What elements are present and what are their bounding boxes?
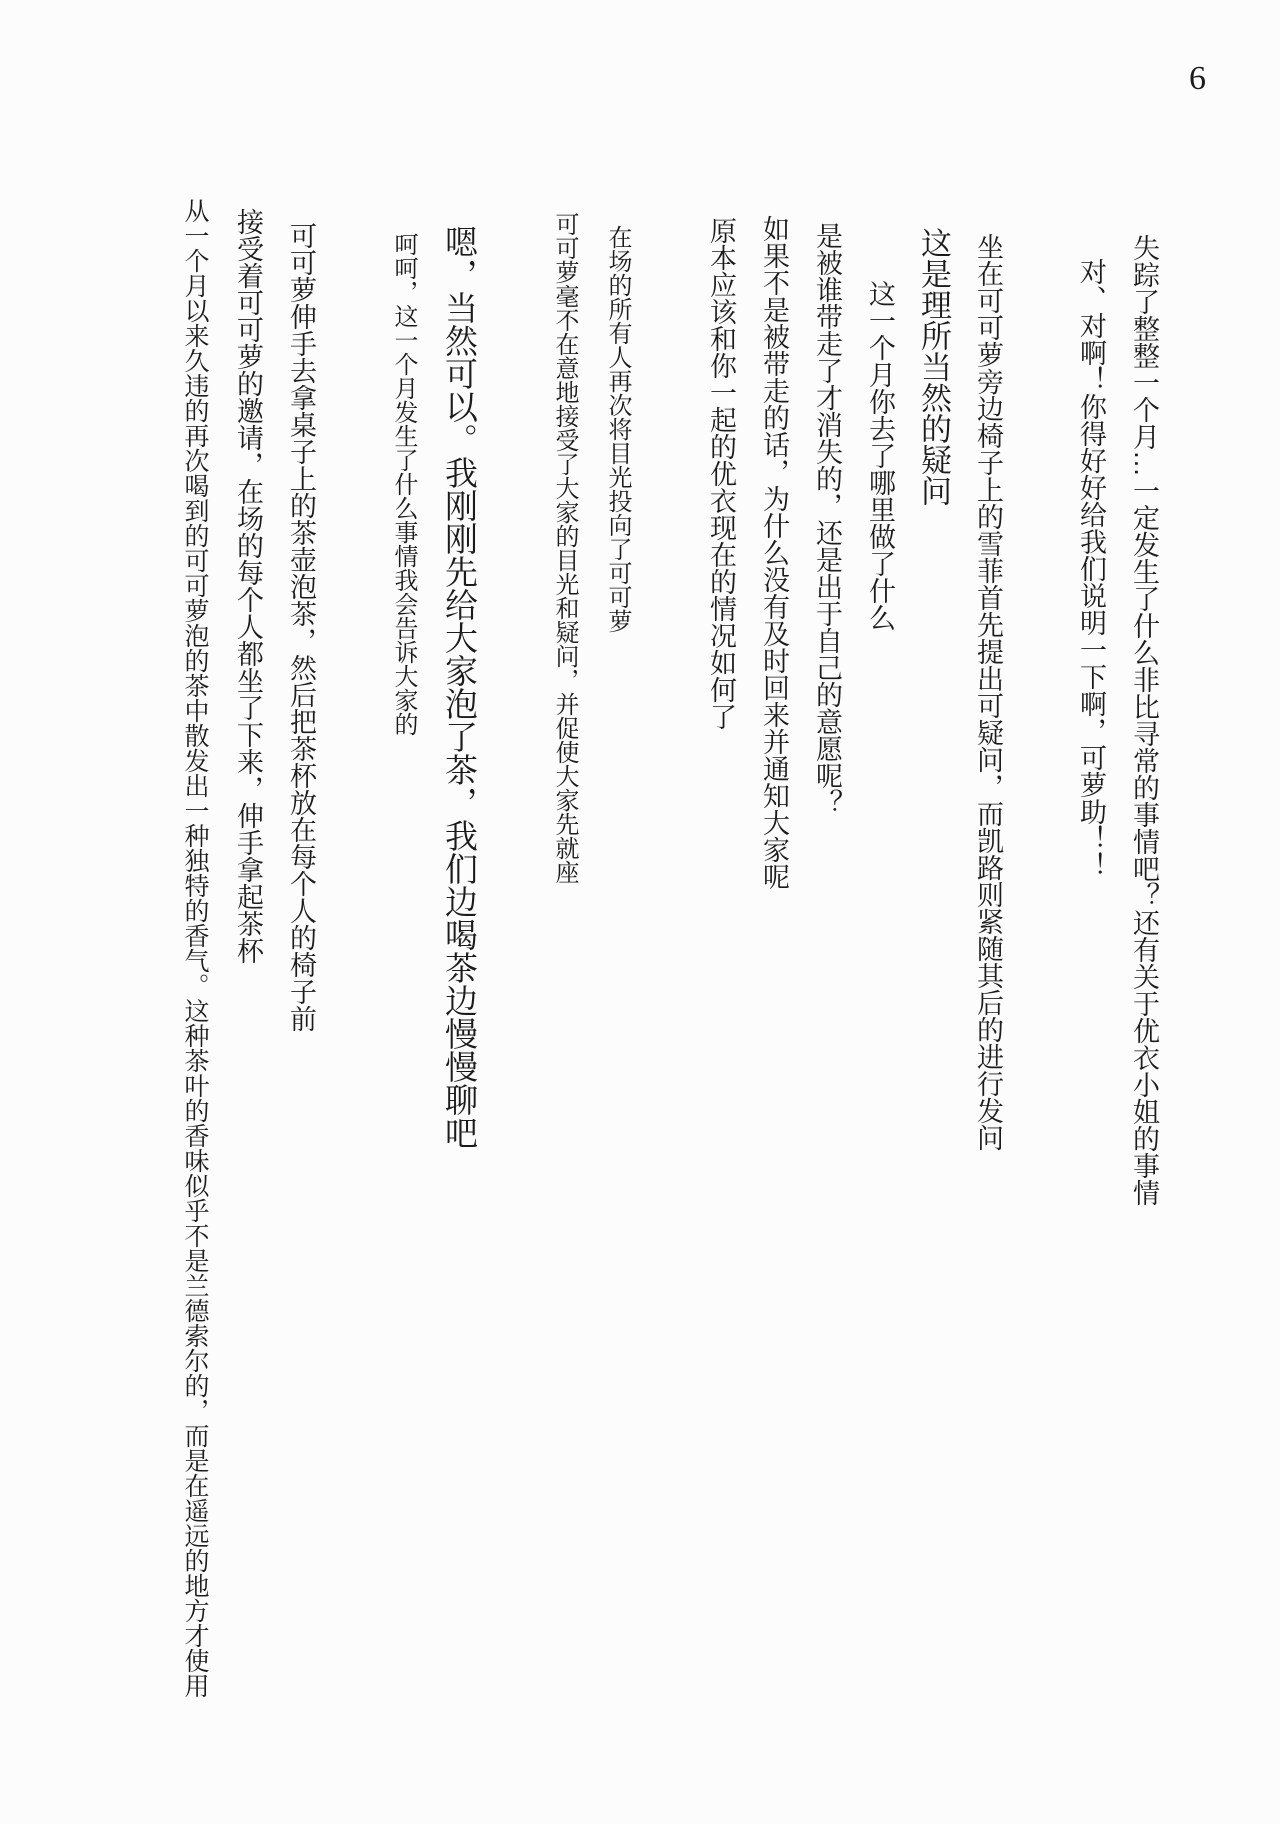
vertical-text-block	[168, 198, 1170, 1824]
para-everyone-asks	[694, 198, 1014, 1824]
para-questions-start	[1064, 198, 1170, 1824]
text-column: 是被谁带走了才消失的，还是出于自己的意愿呢？	[812, 222, 842, 816]
text-column: 从一个月以来久违的再次喝到的可可萝泡的茶中散发出一种独特的香气。这种茶叶的香味似乎不是兰德索尔的，而是在遥远的地方才使用	[181, 198, 209, 1698]
para-kokkoro-reply	[377, 198, 488, 1824]
para-tea	[168, 198, 327, 1824]
text-column: 嗯，当然可以。我刚刚先给大家泡了茶，我们边喝茶边慢慢聊吧	[441, 225, 478, 1149]
text-column: 接受着可可萝的邀请，在场的每个人都坐了下来，伸手拿起茶杯	[233, 208, 263, 964]
text-column: 在场的所有人再次将目光投向了可可萝	[604, 225, 631, 633]
text-column: 可可萝伸手去拿桌子上的茶壶泡茶，然后把茶杯放在每个人的椅子前	[286, 222, 316, 1032]
text-column: 呵呵，这一个月发生了什么事情我会告诉大家的	[390, 232, 417, 736]
text-column: 这是理所当然的疑问	[916, 227, 951, 506]
text-column: 原本应该和你一起的优衣现在的情况如何了	[706, 217, 736, 730]
text-column: 失踪了整整一个月…一定发生了什么非比寻常的事情吧？还有关于优衣小姐的事情	[1129, 234, 1159, 1206]
para-gazes	[538, 198, 644, 1824]
text-column: 坐在可可萝旁边椅子上的雪菲首先提出可疑问，而凯路则紧随其后的进行发问	[973, 233, 1003, 1151]
text-column: 对、对啊！你得好好给我们说明一下啊，可萝助！！	[1076, 258, 1106, 879]
page-number: 6	[1189, 60, 1206, 97]
text-column: 这一个月你去了哪里做了什么	[865, 280, 895, 631]
text-column: 可可萝毫不在意地接受了大家的目光和疑问，并促使大家先就座	[551, 212, 578, 884]
text-column: 如果不是被带走的话，为什么没有及时回来并通知大家呢	[759, 215, 789, 890]
